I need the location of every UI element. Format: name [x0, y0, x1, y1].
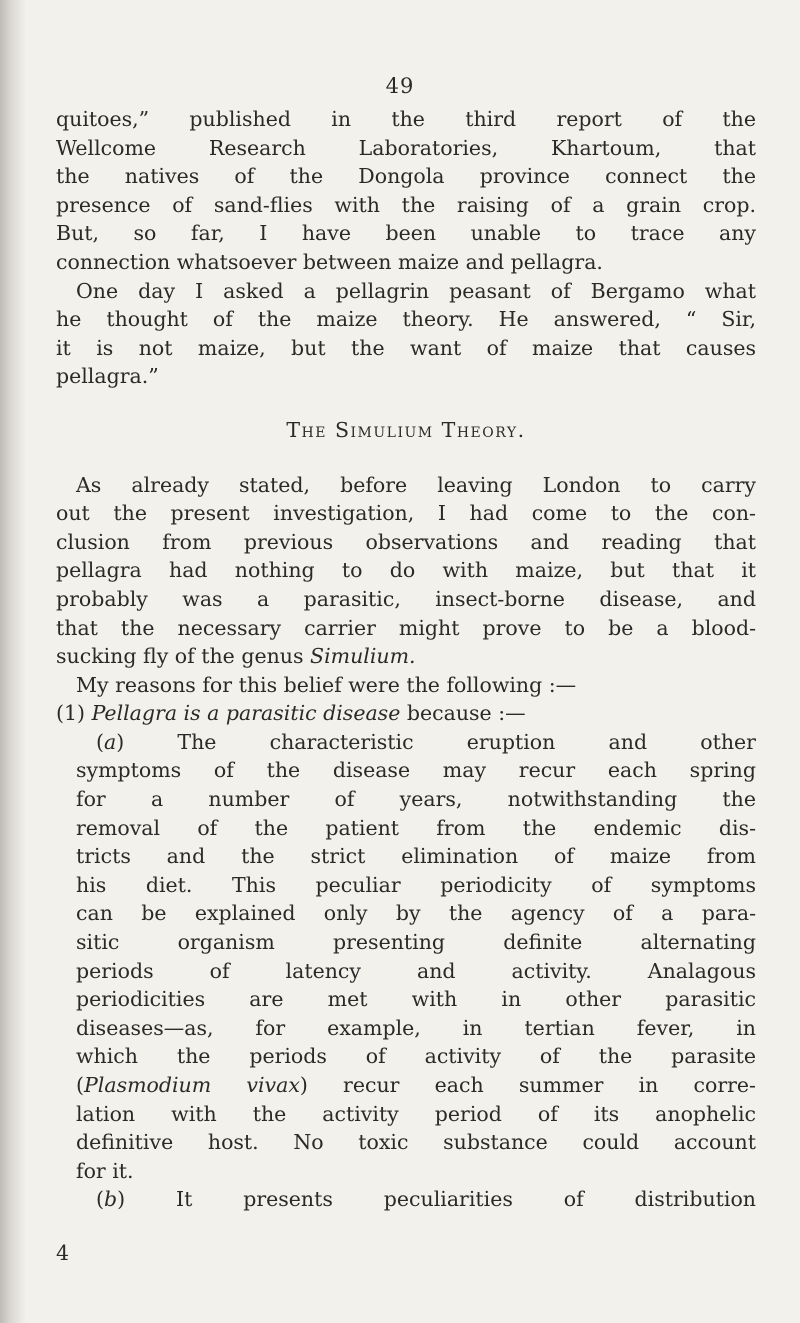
text-run: because :— [400, 701, 526, 726]
text-line [56, 728, 756, 757]
text-run: ( [76, 1073, 84, 1097]
text-line: that the necessary carrier might prove to be a blood- [56, 615, 756, 640]
text-line: Wellcome Research Laboratories, Khartoum, that [56, 135, 756, 160]
text-line: removal of the patient from the endemic dis- [76, 815, 756, 840]
text-line: One day I asked a pellagrin peasant of Bergamo what [76, 278, 756, 303]
signature-mark: 4 [56, 1241, 70, 1265]
text-run: ( [96, 729, 104, 754]
text-line [56, 1071, 756, 1100]
text-line: connection whatsoever between maize and pellagra. [56, 249, 603, 274]
item-letter: a [104, 729, 117, 754]
text-line: he thought of the maize theory. He answered, “ Sir, [56, 307, 756, 332]
section-heading: The Simulium Theory. [286, 417, 526, 442]
list-item-heading [56, 699, 756, 728]
text-line: out the present investigation, I had come to the con- [56, 501, 756, 526]
text-line: diseases—as, for example, in tertian fever, in [76, 1015, 756, 1040]
text-run: ) The characteristic eruption and other [116, 729, 756, 754]
text-line: presence of sand-flies with the raising of a grain crop. [56, 192, 756, 217]
text-line: clusion from previous observations and reading that [56, 529, 756, 554]
text-run: ) recur each summer in corre- [299, 1073, 756, 1097]
text-line [56, 1185, 756, 1214]
text-line [56, 642, 756, 671]
page-number: 49 [385, 74, 415, 98]
text-line: probably was a parasitic, insect-borne disease, and [56, 586, 756, 611]
text-line: can be explained only by the agency of a para- [76, 901, 756, 926]
text-line: pellagra.” [56, 364, 159, 389]
genus-name: Simulium. [310, 644, 416, 669]
text-line: the natives of the Dongola province connect the [56, 164, 756, 189]
text-line: tricts and the strict elimination of maize from [76, 844, 756, 869]
text-line: lation with the activity period of its anophelic [76, 1101, 756, 1126]
item-letter: b [104, 1187, 118, 1212]
text-run: ) It presents peculiarities of distribution [117, 1187, 756, 1212]
text-line: symptoms of the disease may recur each spring [76, 758, 756, 783]
text-line: his diet. This peculiar periodicity of symptoms [76, 872, 756, 897]
text-line: definitive host. No toxic substance could account [76, 1130, 756, 1155]
page-edge-shadow [0, 0, 26, 1323]
text-line: which the periods of activity of the parasite [76, 1044, 756, 1069]
text-run: sucking fly of the genus [56, 644, 311, 669]
body-text [56, 105, 756, 1214]
text-line: As already stated, before leaving London to carry [76, 472, 756, 497]
text-line: sitic organism presenting definite alternating [76, 930, 756, 955]
text-line: My reasons for this belief were the following :— [76, 672, 577, 697]
text-line: But, so far, I have been unable to trace any [56, 221, 756, 246]
item-title: Pellagra is a parasitic disease [91, 701, 401, 726]
text-line: pellagra had nothing to do with maize, but that it [56, 558, 756, 583]
text-line: for a number of years, notwithstanding the [76, 787, 756, 812]
item-number: (1) [56, 701, 92, 726]
text-line: periods of latency and activity. Analagous [76, 958, 756, 983]
text-line: quitoes,” published in the third report of the [56, 107, 756, 131]
species-name: Plasmodium vivax [84, 1073, 300, 1097]
text-line: for it. [76, 1158, 134, 1183]
text-run: ( [96, 1187, 104, 1212]
text-line: periodicities are met with in other parasitic [76, 987, 756, 1012]
text-line: it is not maize, but the want of maize that causes [56, 335, 756, 360]
